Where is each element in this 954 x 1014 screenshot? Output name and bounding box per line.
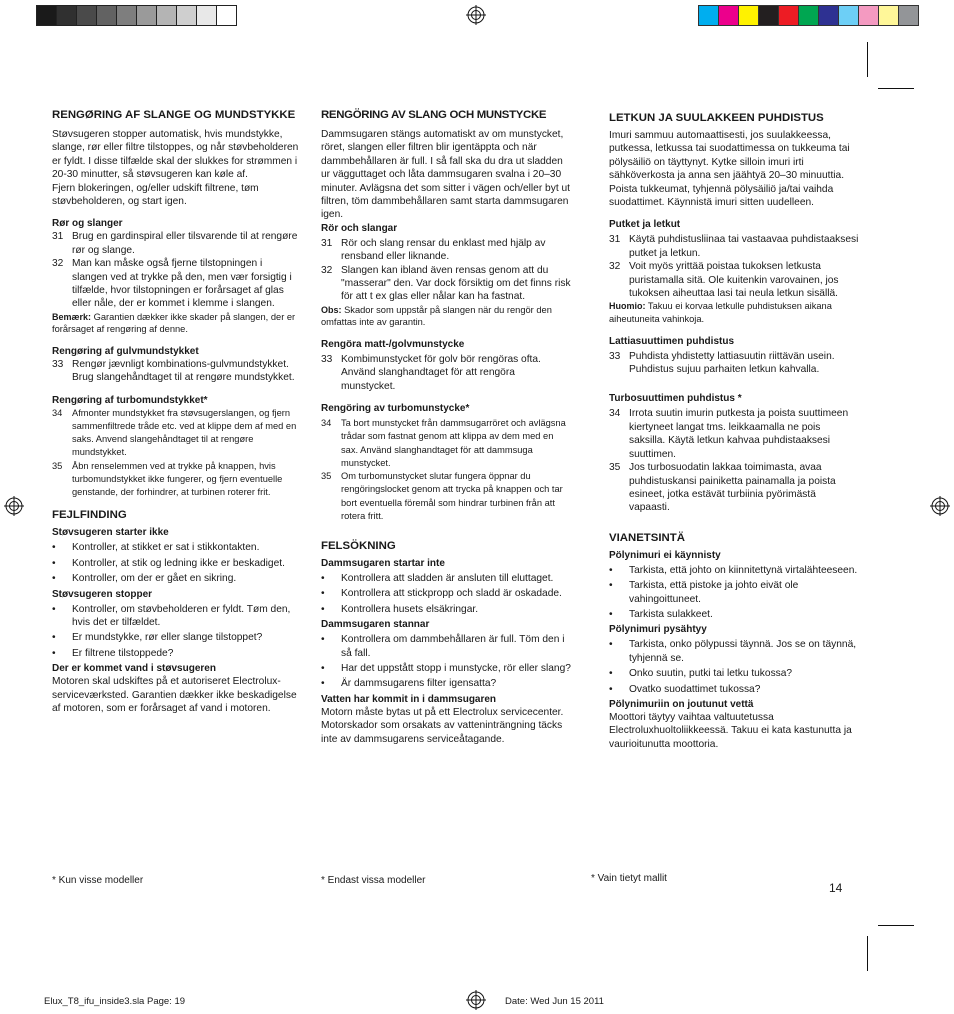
registration-mark-top-icon bbox=[466, 5, 486, 25]
note bbox=[609, 300, 859, 325]
step-number: 31 bbox=[52, 231, 64, 243]
bullet-item bbox=[52, 557, 299, 570]
bullet-text: Onko suutin, putki tai letku tukossa? bbox=[629, 668, 793, 680]
bullet-item bbox=[609, 579, 859, 606]
footnote-danish: * Kun visse modeller bbox=[52, 875, 144, 886]
numbered-step bbox=[609, 233, 859, 260]
note-label: Huomio: bbox=[609, 301, 646, 312]
grayscale-swatch bbox=[57, 6, 77, 25]
bullet-text: Kontroller, om støvbeholderen er fyldt. Tøm den, hvis det er tilfældet. bbox=[72, 603, 291, 628]
floor-steps bbox=[321, 353, 571, 393]
step-number: 33 bbox=[609, 350, 621, 362]
registration-mark-right-icon bbox=[930, 496, 950, 516]
numbered-step bbox=[321, 353, 571, 393]
bullet-icon: • bbox=[609, 668, 613, 680]
trouble-list-2 bbox=[52, 603, 299, 661]
step-text: Ta bort munstycket från dammsugarröret och avlägsna trådar som fastnat genom att klippa av dem med en sax. Använd slanghandtaget för att dammsuga munstycket. bbox=[341, 418, 566, 468]
bullet-text: Tarkista, onko pölypussi täynnä. Jos se on täynnä, tyhjennä se. bbox=[629, 639, 857, 664]
column-finnish bbox=[609, 111, 859, 751]
bullet-text: Kontrollera om dammbehållaren är full. Töm den i så fall. bbox=[341, 634, 565, 659]
turbo-steps bbox=[52, 407, 299, 499]
note-text: Garantien dækker ikke skader på slangen, der er forårsaget af rengøring af denne. bbox=[52, 311, 296, 335]
bullet-text: Kontrollera att sladden är ansluten till eluttaget. bbox=[341, 572, 554, 584]
step-number: 33 bbox=[321, 354, 333, 366]
numbered-step bbox=[52, 358, 299, 385]
step-number: 33 bbox=[52, 359, 64, 371]
bullet-text: Er mundstykke, rør eller slange tilstoppet? bbox=[72, 632, 263, 644]
bullet-item bbox=[609, 683, 859, 696]
grayscale-swatch bbox=[177, 6, 197, 25]
intro-paragraph: Støvsugeren stopper automatisk, hvis mundstykke, slange, rør eller filtre tilstoppes, og når støvbeholderen er fyldt. I disse tilfælde skal der slukkes for strømmen i 20-30 minutter, så støvsugeren kan køle af. bbox=[52, 129, 299, 181]
section-title: RENGØRING AF SLANGE OG MUNDSTYKKE bbox=[52, 109, 296, 121]
numbered-step bbox=[52, 407, 299, 460]
bullet-item bbox=[52, 572, 299, 585]
bullet-icon: • bbox=[609, 683, 613, 695]
bullet-icon: • bbox=[321, 634, 325, 646]
bullet-item bbox=[609, 638, 859, 665]
trouble-list-2 bbox=[321, 633, 571, 691]
floor-steps bbox=[52, 358, 299, 385]
step-number: 34 bbox=[321, 418, 332, 429]
bullet-text: Tarkista sulakkeet. bbox=[629, 608, 713, 620]
step-text: Rör och slang rensar du enklast med hjälp av rensband eller liknande. bbox=[341, 237, 546, 263]
step-text: Puhdista yhdistetty lattiasuutin riittävän usein. Puhdistus sujuu parhaiten letkun kahvalla. bbox=[629, 350, 835, 376]
bullet-icon: • bbox=[321, 572, 325, 584]
bullet-icon: • bbox=[52, 573, 56, 585]
trouble-list-1 bbox=[321, 572, 571, 616]
numbered-step bbox=[609, 350, 859, 377]
numbered-step bbox=[609, 461, 859, 515]
grayscale-swatch bbox=[157, 6, 177, 25]
color-swatch bbox=[698, 5, 719, 26]
step-number: 35 bbox=[52, 460, 63, 471]
bullet-text: Kontroller, at stikket er sat i stikkontakten. bbox=[72, 542, 260, 554]
bullet-item bbox=[52, 647, 299, 660]
step-text: Kombimunstycket för golv bör rengöras ofta. Använd slanghandtaget för att rengöra munstycket. bbox=[341, 354, 541, 392]
bullet-icon: • bbox=[321, 603, 325, 615]
crop-mark-bottom-vertical bbox=[867, 936, 868, 971]
bullet-icon: • bbox=[609, 564, 613, 576]
footnote-swedish: * Endast vissa modeller bbox=[321, 875, 426, 886]
trouble-text-3: Moottori täytyy vaihtaa valtuutetussa Electroluxhuoltoliikkeessä. Takuu ei kata kastunutta ja vaurioitunutta moottoria. bbox=[609, 711, 852, 750]
numbered-step bbox=[52, 230, 299, 257]
bullet-icon: • bbox=[52, 557, 56, 569]
bullet-icon: • bbox=[609, 608, 613, 620]
crop-mark-top-horizontal bbox=[878, 88, 914, 89]
step-number: 35 bbox=[321, 471, 332, 482]
grayscale-swatch bbox=[137, 6, 157, 25]
step-number: 34 bbox=[609, 408, 621, 420]
step-text: Voit myös yrittää poistaa tukoksen letkusta puristamalla sitä. Ole kuitenkin varovainen, jos tukoksen aiheuttaa lasi tai neula letkun sisällä. bbox=[629, 261, 839, 300]
trouble-heading-2: Dammsugaren stannar bbox=[321, 619, 430, 631]
bullet-text: Kontrollera att stickpropp och sladd är oskadade. bbox=[341, 588, 562, 600]
intro-paragraph: Dammsugaren stängs automatiskt av om munstycket, röret, slangen eller filtren blir igentäppta och när dammbehållaren är full. I så fall ska du dra ut sladden ur vägguttaget och låta dammsugaren svalna i 20–30 minuter. Avlägsna det som sitter i vägen och/eller byt ut filtren, töm dammbehållaren samt starta dammsugaren igen. bbox=[321, 129, 570, 221]
color-swatch bbox=[778, 5, 799, 26]
trouble-heading-3: Pölynimuriin on joutunut vettä bbox=[609, 698, 754, 710]
section-title: LETKUN JA SUULAKKEEN PUHDISTUS bbox=[609, 112, 824, 124]
bullet-icon: • bbox=[52, 542, 56, 554]
step-number: 32 bbox=[321, 264, 333, 276]
troubleshooting-title: FELSÖKNING bbox=[321, 539, 396, 552]
bullet-item bbox=[321, 662, 571, 675]
step-text: Åbn renselemmen ved at trykke på knappen, hvis turbomundstykket ikke fungerer, og fjern eventuelle genstande, der forhindrer, at turbinen roterer frit. bbox=[72, 460, 283, 498]
bullet-icon: • bbox=[321, 678, 325, 690]
note-label: Obs: bbox=[321, 304, 342, 315]
step-text: Jos turbosuodatin lakkaa toimimasta, avaa puhdistuskansi painiketta painamalla ja poista esineet, jotka estävät turbiinia pyörimästä vapaasti. bbox=[629, 462, 836, 514]
bullet-text: Har det uppstått stopp i munstycke, rör eller slang? bbox=[341, 662, 571, 674]
bullet-text: Ovatko suodattimet tukossa? bbox=[629, 683, 761, 695]
trouble-list-2 bbox=[609, 638, 859, 696]
note bbox=[52, 311, 299, 336]
slug-date: Date: Wed Jun 15 2011 bbox=[505, 996, 604, 1007]
step-text: Irrota suutin imurin putkesta ja poista suuttimeen kiertyneet langat tms. leikkaamalla ne pois saksilla. Käytä letkun kahvaa puhdistaaksesi suuttimen. bbox=[629, 408, 849, 460]
grayscale-swatch bbox=[97, 6, 117, 25]
color-swatch bbox=[858, 5, 879, 26]
bullet-text: Tarkista, että johto on kiinnitettynä virtalähteeseen. bbox=[629, 564, 858, 576]
trouble-heading-1: Pölynimuri ei käynnisty bbox=[609, 549, 721, 561]
subheading-tubes: Rör och slangar bbox=[321, 222, 398, 234]
slug-file-info: Elux_T8_ifu_inside3.sla Page: 19 bbox=[44, 996, 186, 1007]
tubes-steps bbox=[321, 237, 571, 304]
tubes-steps bbox=[52, 230, 299, 310]
bullet-text: Kontrollera husets elsäkringar. bbox=[341, 603, 479, 615]
bullet-item bbox=[52, 631, 299, 644]
grayscale-swatch bbox=[197, 6, 217, 25]
trouble-heading-1: Støvsugeren starter ikke bbox=[52, 527, 169, 539]
grayscale-swatch bbox=[217, 6, 236, 25]
floor-steps bbox=[609, 350, 859, 377]
trouble-text-3: Motoren skal udskiftes på et autoriseret Electrolux- serviceværksted. Garantien dækker ikke beskadigelse af motoren, som er forårsaget af vand i motoren. bbox=[52, 676, 297, 714]
bullet-text: Är dammsugarens filter igensatta? bbox=[341, 678, 497, 690]
color-swatch bbox=[798, 5, 819, 26]
subheading-turbo-nozzle: Rengöring av turbomunstycke* bbox=[321, 403, 470, 415]
bullet-text: Tarkista, että pistoke ja johto eivät ole vahingoittuneet. bbox=[629, 580, 799, 605]
numbered-step bbox=[321, 264, 571, 304]
color-control-strip bbox=[699, 5, 919, 26]
tubes-steps bbox=[609, 233, 859, 300]
note bbox=[321, 304, 571, 329]
numbered-step bbox=[609, 407, 859, 461]
color-swatch bbox=[898, 5, 919, 26]
trouble-heading-3: Der er kommet vand i støvsugeren bbox=[52, 663, 216, 675]
crop-mark-top-vertical bbox=[867, 42, 868, 77]
bullet-icon: • bbox=[321, 662, 325, 674]
trouble-list-1 bbox=[52, 541, 299, 585]
bullet-item bbox=[321, 572, 571, 585]
subheading-floor-nozzle: Rengöra matt-/golvmunstycke bbox=[321, 339, 465, 351]
bullet-icon: • bbox=[52, 647, 56, 659]
intro-paragraph: Imuri sammuu automaattisesti, jos suulakkeessa, putkessa, letkussa tai suodattimessa on tukkeuma tai pölysäiliö on täyttynyt. Kytke silloin imuri irti sähköverkosta ja anna sen jäähtyä 20–30 minuuttia. Poista tukkeumat, tyhjennä pölysäiliö ja/tai vaihda suodattimet. Käynnistä imuri sitten uudelleen. bbox=[609, 130, 850, 209]
trouble-heading-1: Dammsugaren startar inte bbox=[321, 557, 445, 569]
subheading-tubes: Rør og slanger bbox=[52, 218, 123, 230]
bullet-item bbox=[609, 608, 859, 621]
color-swatch bbox=[838, 5, 859, 26]
bullet-item bbox=[52, 603, 299, 630]
step-text: Slangen kan ibland även rensas genom att du "masserar" den. Var dock försiktig om det finns risk för att t ex glas eller nålar kan ha fastnat. bbox=[341, 264, 571, 303]
column-swedish bbox=[321, 108, 571, 746]
bullet-item bbox=[321, 633, 571, 660]
numbered-step bbox=[321, 237, 571, 264]
subheading-floor-nozzle: Lattiasuuttimen puhdistus bbox=[609, 335, 734, 347]
bullet-item bbox=[321, 677, 571, 690]
turbo-steps bbox=[609, 407, 859, 514]
grayscale-swatch bbox=[77, 6, 97, 25]
trouble-text-3: Motorn måste bytas ut på ett Electrolux servicecenter. Motorskador som orsakats av vatteninträngning täcks inte av dammsugarens serviceåtagande. bbox=[321, 706, 564, 745]
bullet-item bbox=[321, 603, 571, 616]
numbered-step bbox=[52, 257, 299, 311]
registration-mark-bottom-icon bbox=[466, 990, 486, 1010]
bullet-text: Kontroller, at stik og ledning ikke er beskadiget. bbox=[72, 557, 285, 569]
step-text: Brug en gardinspiral eller tilsvarende til at rengøre rør og slange. bbox=[72, 231, 298, 256]
note-text: Takuu ei korvaa letkulle puhdistuksen aikana aiheutuneita vahinkoja. bbox=[609, 301, 832, 325]
bullet-item bbox=[609, 667, 859, 680]
step-number: 32 bbox=[609, 261, 621, 273]
numbered-step bbox=[321, 417, 571, 470]
numbered-step bbox=[321, 470, 571, 523]
color-swatch bbox=[758, 5, 779, 26]
intro-paragraph-2: Fjern blokeringen, og/eller udskift filtrene, tøm støvbeholderen, og start igen. bbox=[52, 182, 259, 208]
turbo-steps bbox=[321, 417, 571, 523]
grayscale-swatch bbox=[117, 6, 137, 25]
column-danish bbox=[52, 108, 299, 715]
step-number: 35 bbox=[609, 462, 621, 474]
color-swatch bbox=[818, 5, 839, 26]
note-label: Bemærk: bbox=[52, 311, 92, 322]
note-text: Skador som uppstår på slangen när du rengör den omfattas inte av garantin. bbox=[321, 304, 552, 328]
bullet-icon: • bbox=[52, 632, 56, 644]
grayscale-control-strip bbox=[36, 5, 237, 26]
footnote-finnish: * Vain tietyt mallit bbox=[591, 873, 667, 884]
color-swatch bbox=[738, 5, 759, 26]
grayscale-swatch bbox=[37, 6, 57, 25]
subheading-turbo-nozzle: Rengøring af turbomundstykket* bbox=[52, 394, 208, 406]
bullet-icon: • bbox=[609, 639, 613, 651]
bullet-icon: • bbox=[609, 580, 613, 592]
subheading-tubes: Putket ja letkut bbox=[609, 219, 681, 231]
step-number: 34 bbox=[52, 407, 63, 418]
step-text: Om turbomunstycket slutar fungera öppnar du rengöringslocket genom att trycka på knappen och tar bort eventuella föremål som hindrar turbinen från att rotera fritt. bbox=[341, 471, 563, 521]
subheading-floor-nozzle: Rengøring af gulvmundstykket bbox=[52, 346, 199, 358]
bullet-icon: • bbox=[52, 603, 56, 615]
bullet-item bbox=[609, 564, 859, 577]
bullet-text: Kontroller, om der er gået en sikring. bbox=[72, 573, 237, 585]
step-number: 32 bbox=[52, 258, 64, 270]
color-swatch bbox=[878, 5, 899, 26]
step-text: Rengør jævnligt kombinations-gulvmundstykket. Brug slangehåndtaget til at rengøre mundstykket. bbox=[72, 359, 295, 384]
trouble-heading-2: Støvsugeren stopper bbox=[52, 588, 153, 600]
troubleshooting-title: FEJLFINDING bbox=[52, 509, 127, 522]
numbered-step bbox=[52, 460, 299, 500]
page-number: 14 bbox=[829, 881, 843, 895]
subheading-turbo-nozzle: Turbosuuttimen puhdistus * bbox=[609, 393, 742, 405]
crop-mark-bottom-horizontal bbox=[878, 925, 914, 926]
color-swatch bbox=[718, 5, 739, 26]
step-text: Käytä puhdistusliinaa tai vastaavaa puhdistaaksesi putket ja letkun. bbox=[629, 234, 859, 259]
bullet-item bbox=[52, 541, 299, 554]
step-number: 31 bbox=[321, 237, 333, 249]
trouble-list-1 bbox=[609, 564, 859, 622]
trouble-heading-2: Pölynimuri pysähtyy bbox=[609, 624, 707, 636]
section-title: RENGÖRING AV SLANG OCH MUNSTYCKE bbox=[321, 109, 547, 121]
step-text: Man kan måske også fjerne tilstopningen i slangen ved at trykke på den, men vær forsigtig i tilfælde, hvor tilstopningen er forårsaget af glas eller nåle, der er kommet i klemme i slangen. bbox=[72, 258, 292, 310]
bullet-item bbox=[321, 587, 571, 600]
numbered-step bbox=[609, 260, 859, 300]
step-text: Afmonter mundstykket fra støvsugerslangen, og fjern sammenfiltrede tråde etc. ved at klippe dem af med en saks. Anvend slangehåndtaget til at rengøre mundstykket. bbox=[72, 407, 297, 458]
step-number: 31 bbox=[609, 234, 621, 246]
troubleshooting-title: VIANETSINTÄ bbox=[609, 531, 685, 544]
registration-mark-left-icon bbox=[4, 496, 24, 516]
trouble-heading-3: Vatten har kommit in i dammsugaren bbox=[321, 693, 497, 705]
bullet-text: Er filtrene tilstoppede? bbox=[72, 647, 174, 659]
bullet-icon: • bbox=[321, 588, 325, 600]
